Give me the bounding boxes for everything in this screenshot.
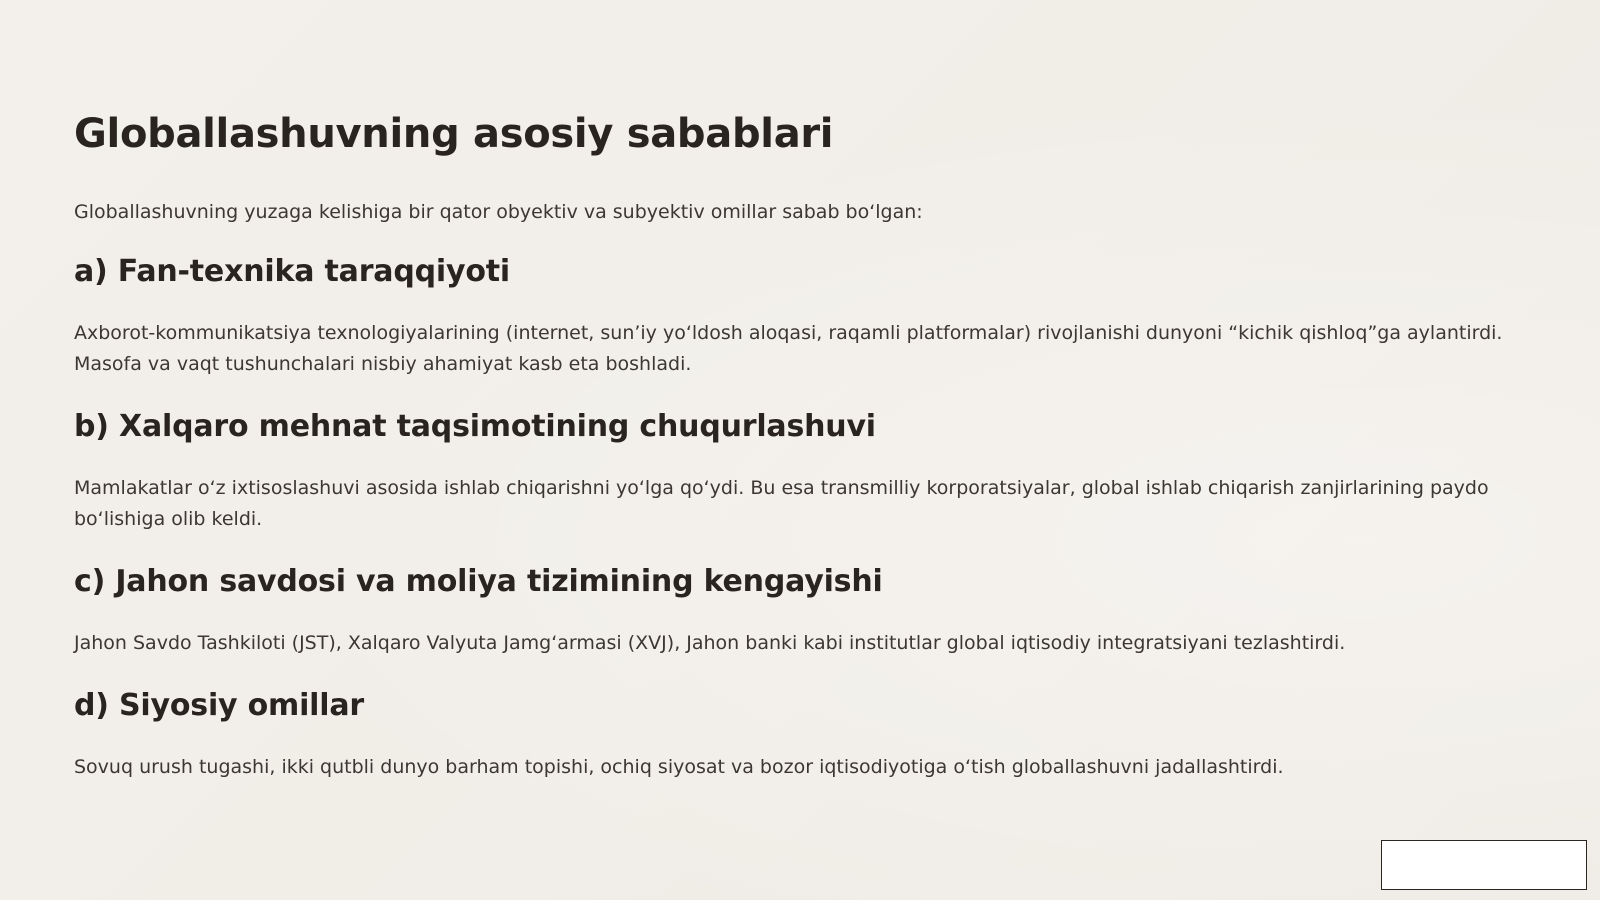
section-body-b: Mamlakatlar o‘z ixtisoslashuvi asosida ishlab chiqarishni yo‘lga qo‘ydi. Bu esa transmilliy korporatsiyalar, global ishlab chiqarish zanjirlarining paydo bo‘lishiga olib keldi. bbox=[74, 477, 1489, 530]
section-body-d: Sovuq urush tugashi, ikki qutbli dunyo barham topishi, ochiq siyosat va bozor iqtisodiyotiga o‘tish globallashuvni jadallashtirdi. bbox=[74, 756, 1284, 778]
slide-title: Globallashuvning asosiy sabablari bbox=[74, 111, 834, 157]
section-body-a: Axborot-kommunikatsiya texnologiyalarining (internet, sun’iy yo‘ldosh aloqasi, raqamli platformalar) rivojlanishi dunyoni “kichik qishloq”ga aylantirdi. Masofa va vaqt tushunchalari nisbiy ahamiyat kasb eta boshladi. bbox=[74, 322, 1503, 375]
section-heading-b: b) Xalqaro mehnat taqsimotining chuqurlashuvi bbox=[74, 409, 876, 444]
section-heading-d: d) Siyosiy omillar bbox=[74, 688, 364, 723]
section-heading-a: a) Fan-texnika taraqqiyoti bbox=[74, 254, 510, 289]
corner-placeholder-box bbox=[1381, 840, 1587, 890]
intro-paragraph: Globallashuvning yuzaga kelishiga bir qator obyektiv va subyektiv omillar sabab bo‘lgan: bbox=[74, 201, 923, 223]
section-body-c: Jahon Savdo Tashkiloti (JST), Xalqaro Valyuta Jamg‘armasi (XVJ), Jahon banki kabi institutlar global iqtisodiy integratsiyani tezlashtirdi. bbox=[74, 632, 1346, 654]
section-heading-c: c) Jahon savdosi va moliya tizimining kengayishi bbox=[74, 564, 883, 599]
slide-content bbox=[74, 104, 1534, 783]
